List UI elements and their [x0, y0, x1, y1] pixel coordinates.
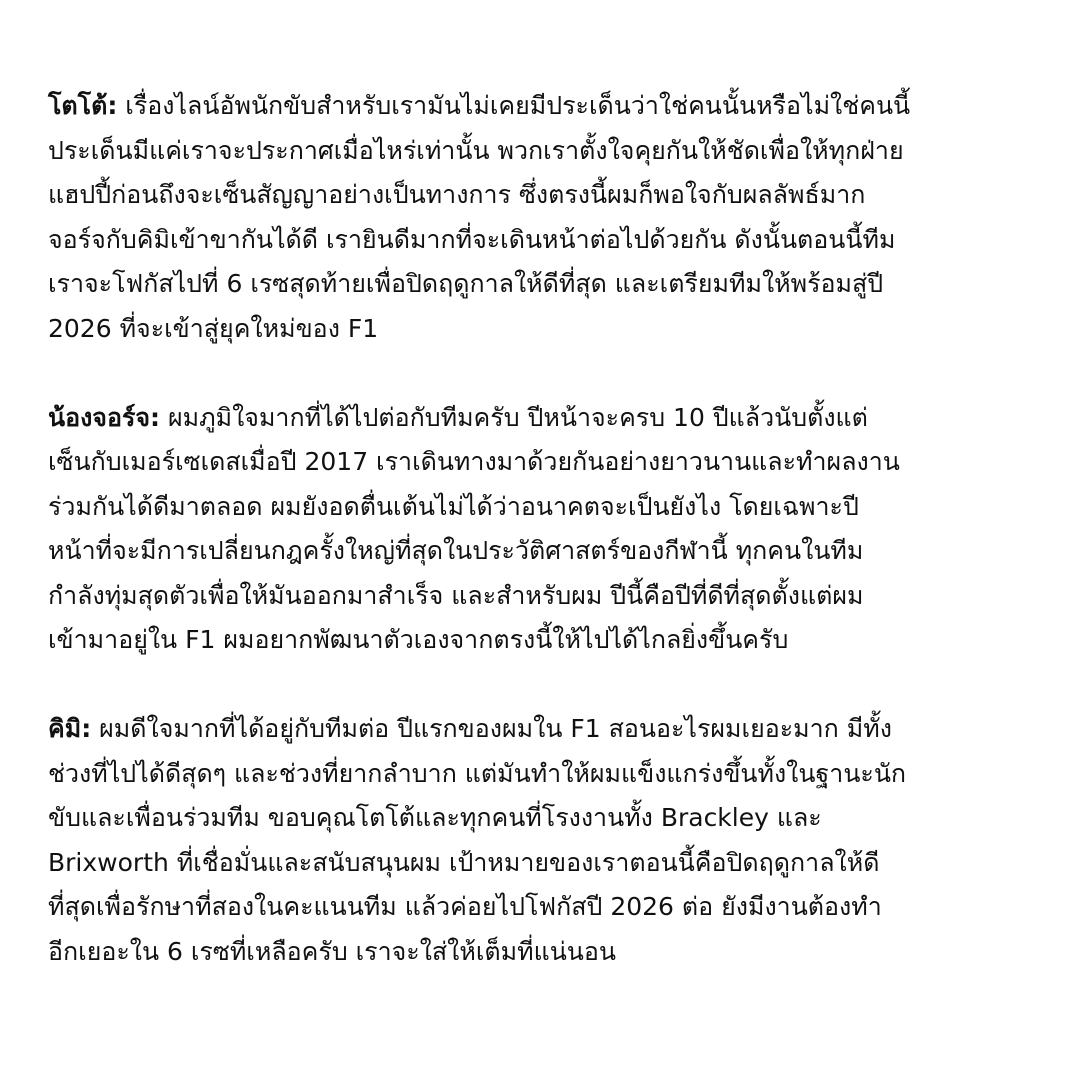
- speaker-name: โตโต้:: [48, 91, 118, 120]
- quote-line: ขับและเพื่อนร่วมทีม ขอบคุณโตโต้และทุกคนที่โรงงานทั้ง Brackley และ: [48, 803, 822, 832]
- quote-line: [48, 396, 1032, 441]
- quote-line: กำลังทุ่มสุดตัวเพื่อให้มันออกมาสำเร็จ และสำหรับผม ปีนี้คือปีที่ดีที่สุดตั้งแต่ผม: [48, 580, 864, 610]
- quote-line: อีกเยอะใน 6 เรซที่เหลือครับ เราจะใส่ให้เต็มที่แน่นอน: [48, 936, 617, 966]
- quote-kimi: [48, 707, 1032, 974]
- quote-line: [48, 707, 1032, 752]
- speaker-name: คิมิ:: [48, 714, 92, 743]
- speaker-name: น้องจอร์จ:: [48, 402, 161, 432]
- quote-line: แฮปปี้ก่อนถึงจะเซ็นสัญญาอย่างเป็นทางการ ซึ่งตรงนี้ผมก็พอใจกับผลลัพธ์มาก: [48, 180, 866, 209]
- quote-toto: [48, 84, 1032, 351]
- quote-line: Brixworth ที่เชื่อมั่นและสนับสนุนผม เป้าหมายของเราตอนนี้คือปิดฤดูกาลให้ดี: [48, 847, 880, 877]
- quote-line: ที่สุดเพื่อรักษาที่สองในคะแนนทีม แล้วค่อยไปโฟกัสปี 2026 ต่อ ยังมีงานต้องทำ: [48, 892, 882, 921]
- quote-line: เข้ามาอยู่ใน F1 ผมอยากพัฒนาตัวเองจากตรงนี้ให้ไปได้ไกลยิ่งขึ้นครับ: [48, 625, 789, 654]
- quote-line: 2026 ที่จะเข้าสู่ยุคใหม่ของ F1: [48, 313, 379, 343]
- quote-line: เราจะโฟกัสไปที่ 6 เรซสุดท้ายเพื่อปิดฤดูกาลให้ดีที่สุด และเตรียมทีมให้พร้อมสู่ปี: [48, 269, 884, 298]
- quote-line: จอร์จกับคิมิเข้าขากันได้ดี เรายินดีมากที่จะเดินหน้าต่อไปด้วยกัน ดังนั้นตอนนี้ทีม: [48, 224, 896, 254]
- quotes-document: [48, 84, 1032, 974]
- quote-line: ประเด็นมีแค่เราจะประกาศเมื่อไหร่เท่านั้น พวกเราตั้งใจคุยกันให้ชัดเพื่อให้ทุกฝ่าย: [48, 135, 904, 165]
- quote-line: [48, 84, 1032, 129]
- quote-text: เรื่องไลน์อัพนักขับสำหรับเรามันไม่เคยมีประเด็นว่าใช่คนนั้นหรือไม่ใช่คนนี้: [117, 91, 911, 120]
- quote-line: ร่วมกันได้ดีมาตลอด ผมยังอดตื่นเต้นไม่ได้ว่าอนาคตจะเป็นยังไง โดยเฉพาะปี: [48, 491, 859, 521]
- quote-george: [48, 396, 1032, 663]
- quote-line: เซ็นกับเมอร์เซเดสเมื่อปี 2017 เราเดินทางมาด้วยกันอย่างยาวนานและทำผลงาน: [48, 447, 900, 476]
- quote-line: หน้าที่จะมีการเปลี่ยนกฎครั้งใหญ่ที่สุดในประวัติศาสตร์ของกีฬานี้ ทุกคนในทีม: [48, 536, 864, 565]
- quote-text: ผมภูมิใจมากที่ได้ไปต่อกับทีมครับ ปีหน้าจะครบ 10 ปีแล้วนับตั้งแต่: [160, 402, 868, 432]
- quote-text: ผมดีใจมากที่ได้อยู่กับทีมต่อ ปีแรกของผมใน F1 สอนอะไรผมเยอะมาก มีทั้ง: [91, 714, 892, 743]
- quote-line: ช่วงที่ไปได้ดีสุดๆ และช่วงที่ยากลำบาก แต่มันทำให้ผมแข็งแกร่งขึ้นทั้งในฐานะนัก: [48, 758, 907, 788]
